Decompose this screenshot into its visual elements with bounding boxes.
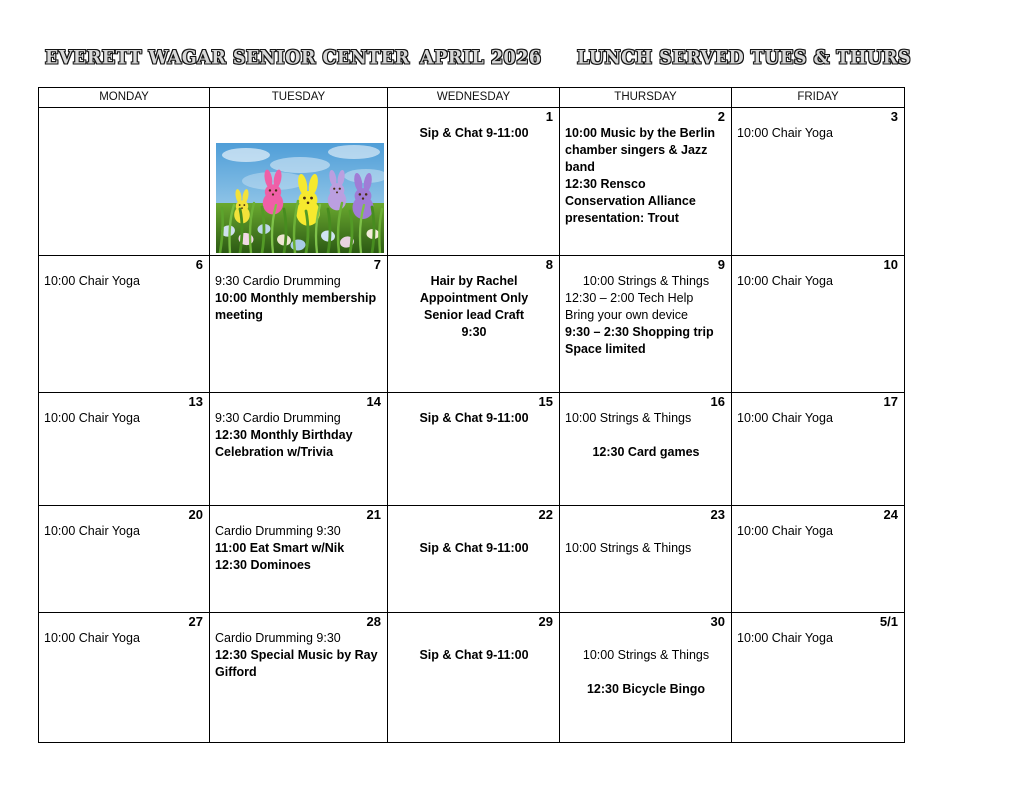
day-cell-14 <box>210 393 388 506</box>
week-row-1 <box>39 108 905 256</box>
date-number: 8 <box>545 257 553 272</box>
day-cell-21 <box>210 506 388 613</box>
day-cell-28 <box>210 613 388 743</box>
event-text: 10:00 Chair Yoga <box>737 126 833 140</box>
event-text: Bring your own device <box>565 308 688 322</box>
weekday-header-tuesday: TUESDAY <box>210 88 388 108</box>
weekday-header-wednesday: WEDNESDAY <box>388 88 560 108</box>
event-text: 10:00 Chair Yoga <box>44 274 140 288</box>
event-text: Sip & Chat 9-11:00 <box>419 411 529 425</box>
weekday-header-thursday: THURSDAY <box>560 88 732 108</box>
event-spacer <box>565 630 727 647</box>
event-spacer <box>393 630 555 647</box>
event-text: Hair by Rachel <box>430 274 518 288</box>
day-cell-3 <box>732 108 905 256</box>
day-cell-13 <box>39 393 210 506</box>
day-cell-15 <box>388 393 560 506</box>
day-cell-27 <box>39 613 210 743</box>
day-cell-23 <box>560 506 732 613</box>
day-cell-8 <box>388 256 560 393</box>
date-number: 24 <box>883 507 898 522</box>
event-text: 9:30 – 2:30 Shopping trip <box>565 325 714 339</box>
day-cell-24 <box>732 506 905 613</box>
event-text: 10:00 Music by the Berlin chamber singers & Jazz band <box>565 126 716 174</box>
easter-peeps-photo <box>216 143 384 253</box>
event-text: Space limited <box>565 342 646 356</box>
event-text: 9:30 Cardio Drumming <box>215 411 341 425</box>
date-number: 16 <box>710 394 725 409</box>
date-number: 21 <box>366 507 381 522</box>
date-number: 15 <box>538 394 553 409</box>
day-cell-empty <box>39 108 210 256</box>
date-number: 28 <box>366 614 381 629</box>
date-number: 17 <box>883 394 898 409</box>
date-number: 1 <box>545 109 553 124</box>
event-text: 10:00 Chair Yoga <box>737 524 833 538</box>
date-number: 2 <box>717 109 725 124</box>
event-spacer <box>565 664 727 681</box>
date-number: 13 <box>188 394 203 409</box>
date-number: 6 <box>195 257 203 272</box>
event-text: 12:30 – 2:00 Tech Help <box>565 291 694 305</box>
day-cell-2 <box>560 108 732 256</box>
document-title-row <box>0 48 1024 74</box>
event-text: Sip & Chat 9-11:00 <box>419 126 529 140</box>
week-row-5 <box>39 613 905 743</box>
title-month-year: APRIL 2026 <box>420 47 542 69</box>
event-text: 10:00 Chair Yoga <box>737 411 833 425</box>
event-text: 10:00 Strings & Things <box>582 274 710 288</box>
day-cell-7 <box>210 256 388 393</box>
week-row-3 <box>39 393 905 506</box>
weekday-header-friday: FRIDAY <box>732 88 905 108</box>
title-lunch-note: LUNCH SERVED TUES & THURS <box>577 47 911 69</box>
date-number: 10 <box>883 257 898 272</box>
day-cell-16 <box>560 393 732 506</box>
event-text: Cardio Drumming 9:30 <box>215 524 341 538</box>
date-number <box>44 109 205 125</box>
event-text: 10:00 Chair Yoga <box>44 411 140 425</box>
day-cell-30 <box>560 613 732 743</box>
day-cell-17 <box>732 393 905 506</box>
event-text: 9:30 <box>461 325 487 339</box>
day-cell-empty <box>210 108 388 256</box>
event-text: 12:30 Bicycle Bingo <box>586 682 706 696</box>
weekday-header-monday: MONDAY <box>39 88 210 108</box>
date-number: 7 <box>373 257 381 272</box>
date-number: 29 <box>538 614 553 629</box>
date-number: 30 <box>710 614 725 629</box>
date-number: 20 <box>188 507 203 522</box>
day-cell-20 <box>39 506 210 613</box>
event-text: 10:00 Chair Yoga <box>737 274 833 288</box>
date-number <box>215 109 383 125</box>
week-row-2 <box>39 256 905 393</box>
date-number: 14 <box>366 394 381 409</box>
event-text: 10:00 Strings & Things <box>565 411 692 425</box>
date-number: 27 <box>188 614 203 629</box>
event-text: 10:00 Chair Yoga <box>737 631 833 645</box>
calendar-grid <box>39 108 905 743</box>
calendar-table <box>38 87 905 743</box>
event-spacer <box>565 427 727 444</box>
day-cell-6 <box>39 256 210 393</box>
date-number: 22 <box>538 507 553 522</box>
event-text: Appointment Only <box>419 291 529 305</box>
date-number: 9 <box>717 257 725 272</box>
event-text: 10:00 Chair Yoga <box>44 631 140 645</box>
day-cell-22 <box>388 506 560 613</box>
event-text: 10:00 Strings & Things <box>582 648 710 662</box>
date-number: 3 <box>890 109 898 124</box>
day-cell-5-1 <box>732 613 905 743</box>
date-number: 23 <box>710 507 725 522</box>
event-text: 10:00 Monthly membership meeting <box>215 291 377 322</box>
event-text: Sip & Chat 9-11:00 <box>419 541 529 555</box>
event-text: 12:30 Special Music by Ray Gifford <box>215 648 378 679</box>
event-text: Sip & Chat 9-11:00 <box>419 648 529 662</box>
event-text: Senior lead Craft <box>423 308 525 322</box>
day-cell-29 <box>388 613 560 743</box>
day-cell-9 <box>560 256 732 393</box>
event-text: Cardio Drumming 9:30 <box>215 631 341 645</box>
event-text: 12:30 Rensco Conservation Alliance presentation: Trout <box>565 177 696 225</box>
event-text: 10:00 Strings & Things <box>565 541 692 555</box>
event-spacer <box>393 523 555 540</box>
event-text: 10:00 Chair Yoga <box>44 524 140 538</box>
day-cell-10 <box>732 256 905 393</box>
event-text: 9:30 Cardio Drumming <box>215 274 341 288</box>
title-facility-name: EVERETT WAGAR SENIOR CENTER <box>45 47 410 69</box>
event-text: 12:30 Monthly Birthday Celebration w/Trivia <box>215 428 353 459</box>
day-cell-1 <box>388 108 560 256</box>
weekday-header-row <box>39 88 905 108</box>
week-row-4 <box>39 506 905 613</box>
event-text: 12:30 Card games <box>592 445 700 459</box>
event-spacer <box>565 523 727 540</box>
event-text: 11:00 Eat Smart w/Nik <box>215 541 345 555</box>
event-text: 12:30 Dominoes <box>215 558 311 572</box>
date-number: 5/1 <box>879 614 898 629</box>
